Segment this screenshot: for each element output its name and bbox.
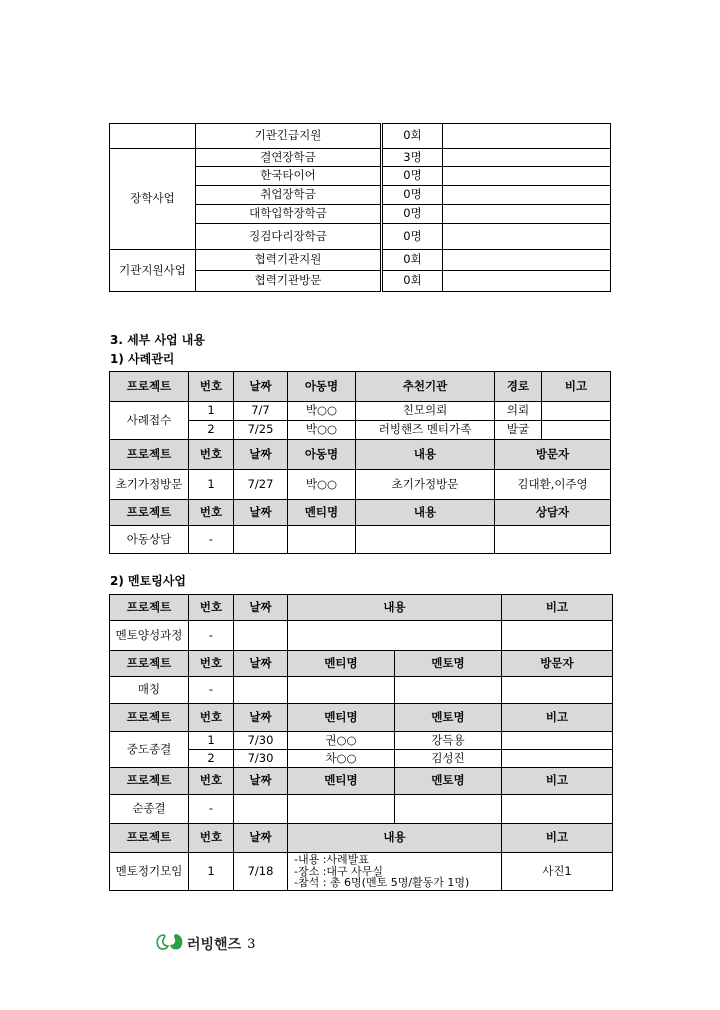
header-cell: 내용 xyxy=(288,824,502,853)
header-cell: 아동명 xyxy=(288,440,356,470)
table-cell: 2 xyxy=(189,750,234,768)
header-cell: 번호 xyxy=(189,824,234,853)
table-cell: 차○○ xyxy=(288,750,395,768)
table-cell: 7/18 xyxy=(234,853,288,891)
header-cell: 아동명 xyxy=(288,372,356,402)
summary-item: 협력기관방문 xyxy=(196,271,382,292)
footer xyxy=(155,932,255,956)
header-cell: 날짜 xyxy=(234,500,288,526)
header-cell: 멘티명 xyxy=(288,500,356,526)
header-cell: 내용 xyxy=(356,500,495,526)
summary-count: 3명 xyxy=(382,149,443,167)
section-title: 3. 세부 사업 내용 xyxy=(110,333,205,347)
table-cell xyxy=(542,421,611,440)
header-cell: 비고 xyxy=(502,824,613,853)
table-cell xyxy=(234,526,288,554)
project-label: 사례접수 xyxy=(110,402,189,440)
summary-table xyxy=(109,123,611,292)
table-cell: 7/27 xyxy=(234,470,288,500)
summary-count: 0회 xyxy=(382,271,443,292)
table-cell: 초기가정방문 xyxy=(356,470,495,500)
table-cell xyxy=(395,677,502,704)
header-cell: 프로젝트 xyxy=(110,595,189,621)
table-cell xyxy=(502,795,613,824)
header-cell: 번호 xyxy=(189,704,234,732)
mentoring-table xyxy=(109,594,613,891)
summary-count: 0명 xyxy=(382,224,443,250)
table-cell xyxy=(288,795,395,824)
summary-item: 한국타이어 xyxy=(196,167,382,186)
table-cell: - xyxy=(189,621,234,651)
table-cell: 강득용 xyxy=(395,732,502,750)
header-cell: 경로 xyxy=(495,372,542,402)
table-cell xyxy=(502,677,613,704)
summary-count: 0명 xyxy=(382,186,443,205)
page-number: 3 xyxy=(247,936,256,952)
header-cell: 날짜 xyxy=(234,768,288,795)
table-cell: 7/7 xyxy=(234,402,288,421)
header-cell: 내용 xyxy=(356,440,495,470)
table-cell xyxy=(234,621,288,651)
table-cell: 김대환,이주영 xyxy=(495,470,611,500)
header-cell: 번호 xyxy=(189,500,234,526)
table-cell: 7/30 xyxy=(234,732,288,750)
project-label: 중도종결 xyxy=(110,732,189,768)
header-cell: 프로젝트 xyxy=(110,500,189,526)
table-cell: 김성진 xyxy=(395,750,502,768)
header-cell: 프로젝트 xyxy=(110,372,189,402)
summary-count: 0회 xyxy=(382,124,443,149)
header-cell: 번호 xyxy=(189,595,234,621)
table-cell xyxy=(502,621,613,651)
header-cell: 프로젝트 xyxy=(110,651,189,677)
table-cell xyxy=(288,621,502,651)
table-cell: 박○○ xyxy=(288,402,356,421)
table-cell xyxy=(502,750,613,768)
hands-logo-icon xyxy=(155,932,185,956)
header-cell: 멘토명 xyxy=(395,704,502,732)
header-cell: 상담자 xyxy=(495,500,611,526)
table-cell: 1 xyxy=(189,732,234,750)
table-cell xyxy=(288,677,395,704)
meeting-content-line: -장소 :대구 사무실 xyxy=(294,864,384,878)
case-table xyxy=(109,371,611,554)
table-cell xyxy=(234,677,288,704)
summary-category: 장학사업 xyxy=(110,149,196,250)
table-cell: 박○○ xyxy=(288,470,356,500)
header-cell: 번호 xyxy=(189,372,234,402)
table-cell xyxy=(288,526,356,554)
header-cell: 번호 xyxy=(189,440,234,470)
header-cell: 번호 xyxy=(189,651,234,677)
table-cell xyxy=(542,402,611,421)
header-cell: 프로젝트 xyxy=(110,440,189,470)
project-label: 아동상담 xyxy=(110,526,189,554)
table-cell xyxy=(495,526,611,554)
subsection-title-case: 1) 사례관리 xyxy=(110,352,175,366)
header-cell: 멘토명 xyxy=(395,651,502,677)
meeting-content xyxy=(288,853,502,891)
table-cell: 7/30 xyxy=(234,750,288,768)
header-cell: 프로젝트 xyxy=(110,768,189,795)
table-cell: 2 xyxy=(189,421,234,440)
table-cell: 의뢰 xyxy=(495,402,542,421)
header-cell: 번호 xyxy=(189,768,234,795)
table-cell: 7/25 xyxy=(234,421,288,440)
table-cell: 사진1 xyxy=(502,853,613,891)
summary-item: 징검다리장학금 xyxy=(196,224,382,250)
header-cell: 날짜 xyxy=(234,440,288,470)
summary-item: 결연장학금 xyxy=(196,149,382,167)
table-cell: 발굴 xyxy=(495,421,542,440)
header-cell: 날짜 xyxy=(234,595,288,621)
project-label: 멘토정기모임 xyxy=(110,853,189,891)
header-cell: 멘티명 xyxy=(288,768,395,795)
summary-item: 기관긴급지원 xyxy=(196,124,382,149)
summary-item: 취업장학금 xyxy=(196,186,382,205)
table-cell: 1 xyxy=(189,402,234,421)
table-cell: 1 xyxy=(189,853,234,891)
table-cell: - xyxy=(189,526,234,554)
table-cell: 권○○ xyxy=(288,732,395,750)
header-cell: 멘티명 xyxy=(288,651,395,677)
header-cell: 멘티명 xyxy=(288,704,395,732)
project-label: 매칭 xyxy=(110,677,189,704)
header-cell: 프로젝트 xyxy=(110,824,189,853)
header-cell: 비고 xyxy=(502,768,613,795)
summary-category: 기관지원사업 xyxy=(110,250,196,292)
table-cell: 박○○ xyxy=(288,421,356,440)
header-cell: 비고 xyxy=(502,595,613,621)
table-cell: - xyxy=(189,677,234,704)
table-cell xyxy=(356,526,495,554)
project-label: 멘토양성과정 xyxy=(110,621,189,651)
header-cell: 날짜 xyxy=(234,704,288,732)
brand-name: 러빙핸즈 xyxy=(187,937,242,953)
header-cell: 멘토명 xyxy=(395,768,502,795)
header-cell: 방문자 xyxy=(502,651,613,677)
summary-count: 0회 xyxy=(382,250,443,271)
header-cell: 추천기관 xyxy=(356,372,495,402)
project-label: 순종결 xyxy=(110,795,189,824)
header-cell: 비고 xyxy=(542,372,611,402)
table-cell: - xyxy=(189,795,234,824)
table-cell: 친모의뢰 xyxy=(356,402,495,421)
meeting-content-line: -내용 :사례발표 xyxy=(294,853,369,867)
summary-category xyxy=(110,124,196,149)
header-cell: 방문자 xyxy=(495,440,611,470)
summary-item: 협력기관지원 xyxy=(196,250,382,271)
summary-count: 0명 xyxy=(382,167,443,186)
table-cell: 러빙핸즈 멘티가족 xyxy=(356,421,495,440)
summary-count: 0명 xyxy=(382,205,443,224)
table-cell xyxy=(234,795,288,824)
table-cell xyxy=(395,795,502,824)
table-cell: 1 xyxy=(189,470,234,500)
header-cell: 비고 xyxy=(502,704,613,732)
table-cell xyxy=(502,732,613,750)
subsection-title-mentoring: 2) 멘토링사업 xyxy=(110,574,186,588)
header-cell: 프로젝트 xyxy=(110,704,189,732)
header-cell: 날짜 xyxy=(234,651,288,677)
header-cell: 날짜 xyxy=(234,372,288,402)
header-cell: 내용 xyxy=(288,595,502,621)
project-label: 초기가정방문 xyxy=(110,470,189,500)
header-cell: 날짜 xyxy=(234,824,288,853)
summary-item: 대학입학장학금 xyxy=(196,205,382,224)
meeting-content-line: -참석 : 총 6명(멘토 5명/활동가 1명) xyxy=(294,876,470,890)
